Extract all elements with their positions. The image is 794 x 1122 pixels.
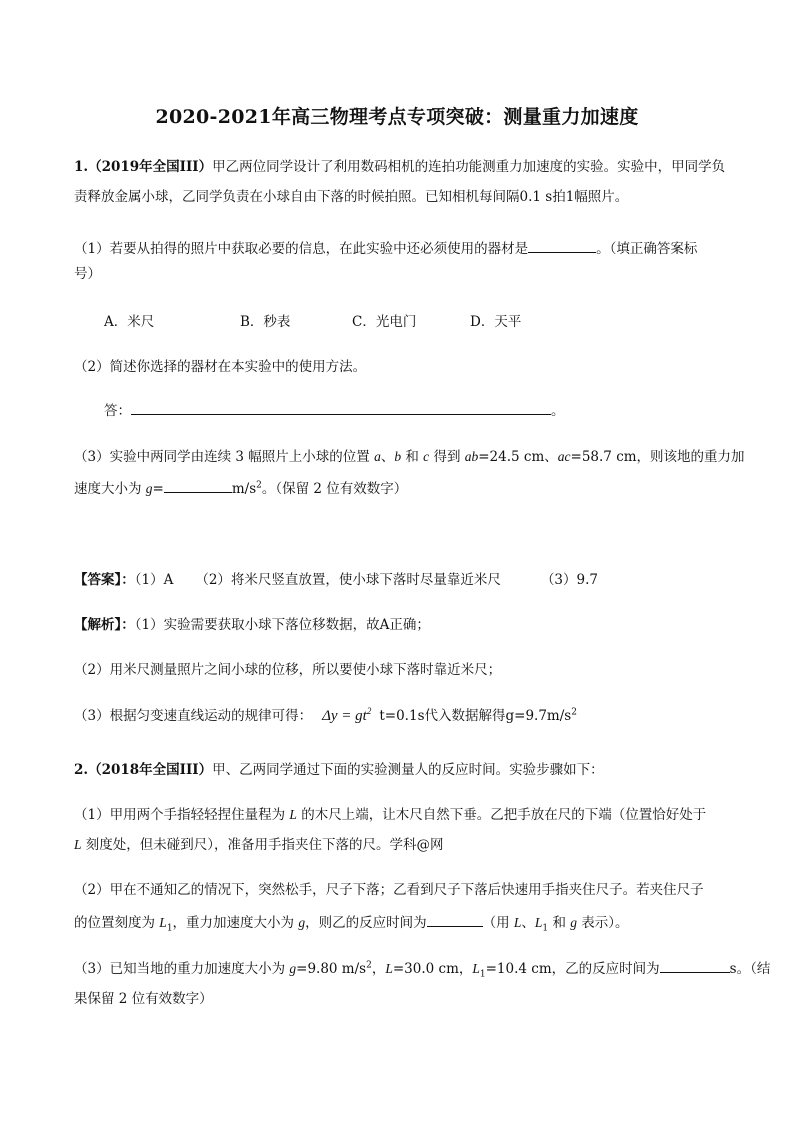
- analysis-1: （1）实验需要获取小球下落位移数据，故A正确；: [134, 617, 430, 633]
- q1-answer-end: 。: [551, 403, 565, 419]
- var-L1-sub: 1: [479, 969, 486, 980]
- analysis-3-result: t=0.1s代入数据解得g=9.7m/s: [379, 708, 572, 724]
- q1-source: （2019年全国III）: [88, 159, 213, 175]
- q1-intro-line-2: 责释放金属小球，乙同学负责在小球自由下落的时候拍照。已知相机每间隔0.1 s拍1幅照片。: [74, 189, 629, 205]
- var-g: g: [298, 915, 306, 930]
- q2-part2-and: 和: [548, 915, 571, 931]
- q1-part3-equals: =: [152, 481, 164, 497]
- var-L1: L: [472, 961, 480, 976]
- q2-part1-text: （1）甲用两个手指轻轻捏住量程为: [74, 807, 290, 823]
- analysis-3: （3）根据匀变速直线运动的规律可得：: [74, 708, 313, 724]
- option-b: B．秒表: [240, 314, 291, 330]
- var-g: g: [145, 481, 153, 496]
- q1-answer-label: 答：: [104, 403, 131, 419]
- q2-part3-unit: s。（结: [729, 961, 771, 977]
- q1-part3-text: （3）实验中两同学由连续 3 幅照片上小球的位置: [74, 449, 370, 465]
- q1-answer-line: [104, 400, 565, 421]
- q2-part3-g-value: =9.80 m/s: [296, 961, 367, 977]
- var-b: b: [394, 449, 402, 464]
- q1-part3-unit-exp: 2: [256, 480, 262, 491]
- q2-part3-text: （3）已知当地的重力加速度大小为: [74, 961, 290, 977]
- q1-part2-line: （2）简述你选择的器材在本实验中的使用方法。: [74, 359, 367, 375]
- q2-part3-line-2: 果保留 2 位有效数字）: [74, 991, 213, 1007]
- q2-number: 2.: [74, 762, 89, 778]
- q1-part1-line-2: 号）: [74, 266, 101, 282]
- var-L: L: [513, 915, 522, 930]
- q1-part1-line: [74, 238, 697, 259]
- q2-part2-sep: 、: [521, 915, 535, 931]
- var-L1: L: [534, 915, 543, 930]
- q2-part3-comma: ，: [371, 961, 386, 977]
- q1-part3-blank[interactable]: [164, 478, 232, 493]
- q1-part1-text: （1）若要从拍得的照片中获取必要的信息，在此实验中还必须使用的器材是: [74, 241, 529, 257]
- var-g: g: [570, 915, 577, 930]
- q1-answer-blank[interactable]: [131, 400, 551, 415]
- option-d: D．天平: [470, 314, 522, 330]
- q1-options: [104, 312, 604, 332]
- q2-part2-text-2: ，重力加速度大小为: [172, 915, 299, 931]
- q1-and: 和: [401, 449, 424, 465]
- analysis-line-1: [74, 615, 430, 635]
- answer-2: （2）将米尺竖直放置，使小球下落时尽量靠近米尺: [195, 572, 501, 588]
- answer-line: [74, 570, 598, 590]
- q2-part2-text: 的位置刻度为: [74, 915, 160, 931]
- q1-part3-line: [74, 447, 745, 467]
- answer-1: （1）A: [134, 572, 174, 588]
- var-L1-sub: 1: [542, 923, 549, 934]
- analysis-label: 【解析】：: [74, 617, 135, 633]
- q2-part1-text-3: 刻度处，但未碰到尺），准备用手指夹住下落的尺。学科@网: [81, 837, 444, 853]
- var-L1-sub: 1: [166, 923, 173, 934]
- option-a: A．米尺: [104, 314, 155, 330]
- q2-part1-line-2: [74, 835, 444, 855]
- q1-part1-tail: 。（填正确答案标: [596, 241, 698, 257]
- q1-part3-unit: m/s: [231, 481, 257, 497]
- q2-part1-line: [74, 805, 706, 825]
- var-c: c: [423, 449, 430, 464]
- var-L: L: [385, 961, 393, 976]
- q2-part2-text-3: ，则乙的反应时间为: [305, 915, 427, 931]
- q2-part2-line-2: [74, 912, 629, 933]
- option-c: C．光电门: [352, 314, 417, 330]
- q1-part1-blank[interactable]: [528, 238, 596, 253]
- q1-number: 1.: [74, 159, 89, 175]
- q2-part2-text-5: 表示）。: [577, 915, 629, 931]
- q2-part3-L1-value: =10.4 cm，乙的反应时间为: [485, 961, 660, 977]
- page-title: 2020-2021年高三物理考点专项突破：测量重力加速度: [155, 106, 639, 128]
- q2-part2-text-4: （用: [482, 915, 514, 931]
- q2-part2-blank[interactable]: [427, 912, 483, 927]
- var-L: L: [74, 837, 82, 852]
- var-L: L: [289, 807, 297, 822]
- var-ac: ac: [557, 449, 571, 464]
- q2-intro-text: 甲、乙两同学通过下面的实验测量人的反应时间。实验步骤如下：: [212, 762, 604, 778]
- q2-source: （2018年全国III）: [88, 762, 213, 778]
- formula: [322, 706, 371, 726]
- formula-text: Δy = gt: [322, 708, 367, 724]
- q1-sep: 、: [380, 449, 395, 465]
- formula-exp: 2: [366, 706, 372, 716]
- var-a: a: [374, 449, 381, 464]
- analysis-line-3: [74, 706, 577, 726]
- q1-part3-ac-value: =58.7 cm，则该地的重力加: [570, 449, 745, 465]
- answer-label: 【答案】：: [74, 572, 135, 588]
- analysis-3-exp: 2: [571, 707, 577, 718]
- q1-part3-note: 。（保留 2 位有效数字）: [261, 481, 408, 497]
- q1-intro-line-1: [74, 157, 725, 177]
- analysis-line-2: （2）用米尺测量照片之间小球的位移，所以要使小球下落时靠近米尺；: [74, 662, 502, 678]
- var-g: g: [289, 961, 297, 976]
- var-ab: ab: [464, 449, 479, 464]
- q2-part3-blank[interactable]: [660, 958, 730, 973]
- var-L1: L: [159, 915, 167, 930]
- q2-part2-line: （2）甲在不通知乙的情况下，突然松手，尺子下落；乙看到尺子下落后快速用手指夹住尺子。若夹住尺子: [74, 882, 704, 898]
- q1-intro-text-1: 甲乙两位同学设计了利用数码相机的连拍功能测重力加速度的实验。实验中，甲同学负: [212, 159, 726, 175]
- answer-3: （3）9.7: [540, 572, 598, 588]
- q2-part3-exp: 2: [366, 960, 372, 971]
- q2-part3-L-value: =30.0 cm，: [392, 961, 473, 977]
- q1-part3-speed: 速度大小为: [74, 481, 146, 497]
- q1-part3-line-2: [74, 478, 407, 499]
- q2-intro-line: [74, 760, 604, 780]
- q1-part3-get: 得到: [429, 449, 465, 465]
- q1-part3-ab-value: =24.5 cm、: [478, 449, 558, 465]
- q2-part1-text-2: 的木尺上端，让木尺自然下垂。乙把手放在尺的下端（位置恰好处于: [296, 807, 707, 823]
- q2-part3-line: [74, 958, 770, 979]
